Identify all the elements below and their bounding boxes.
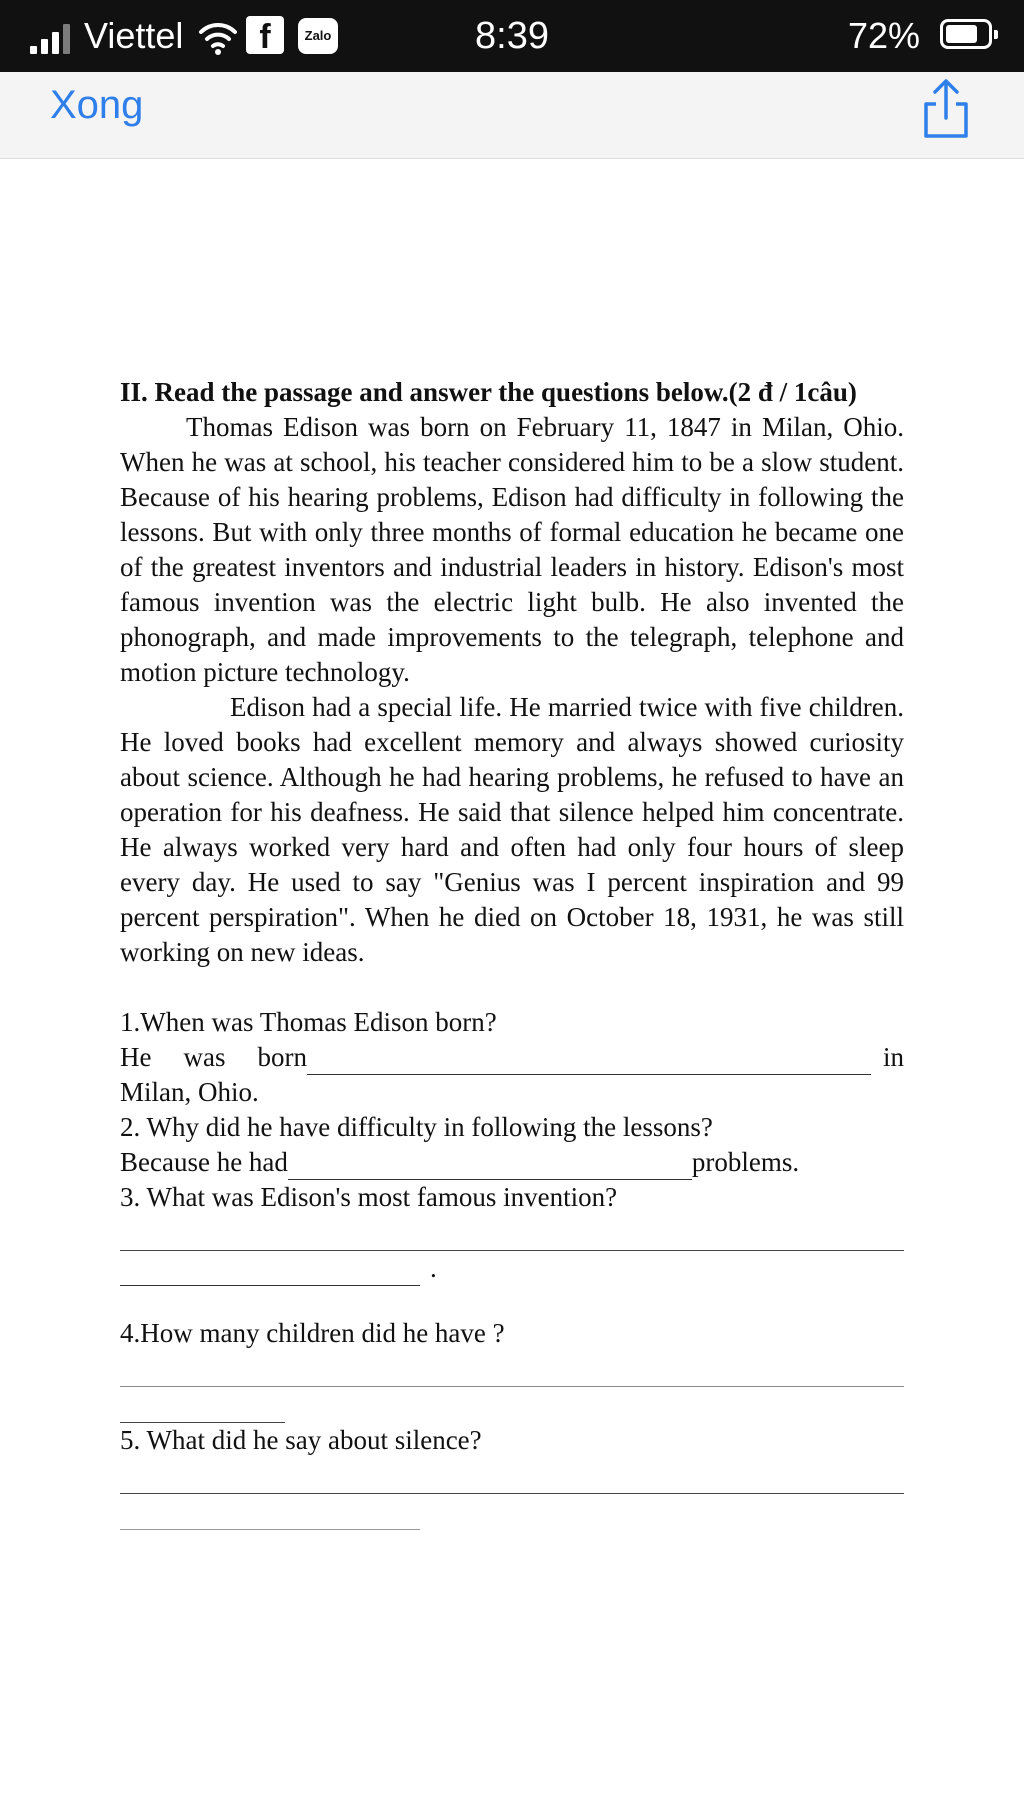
question-4: 4.How many children did he have ? [120,1318,505,1348]
battery-icon [940,19,992,49]
answer-5-line-1[interactable] [120,1458,904,1494]
answer-1-continuation: Milan, Ohio. [120,1077,259,1107]
battery-percent: 72% [848,15,921,56]
share-icon[interactable] [918,76,974,142]
answer-2-blank[interactable] [288,1153,692,1180]
question-1: 1.When was Thomas Edison born? [120,1007,497,1037]
answer-1-word-2: was [183,1042,226,1072]
document-toolbar [0,72,1024,159]
answer-5-line-2[interactable] [120,1494,420,1530]
answer-3-blank[interactable] [120,1252,420,1286]
answer-2-suffix: problems. [691,1147,800,1177]
answer-line-2 [120,1145,904,1180]
answer-4-line-2[interactable] [120,1387,285,1423]
answer-1-blank[interactable] [307,1048,871,1075]
answer-4-line-1[interactable] [120,1351,904,1387]
question-2: 2. Why did he have difficulty in following the lessons? [120,1112,713,1142]
section-heading: II. Read the passage and answer the questions below.(2 đ / 1câu) [120,377,857,407]
done-button[interactable]: Xong [50,83,144,127]
question-3: 3. What was Edison's most famous invention? [120,1182,618,1212]
clock: 8:39 [475,15,549,57]
answer-3-line-1[interactable] [120,1215,904,1251]
answer-2-prefix: Because he had [120,1147,288,1177]
passage-paragraph-1: Thomas Edison was born on February 11, 1847 in Milan, Ohio. When he was at school, his teacher considered him to be a slow student. Because of his hearing problems, Edison had difficulty in following the lessons. But with only three months of formal education he became one of the greatest inventors and industrial leaders in history. Edison's most famous invention was the electric light bulb. He also invented the phonograph, and made improvements to the telegraph, telephone and motion picture technology. [120,412,904,687]
question-5: 5. What did he say about silence? [120,1425,482,1455]
answer-1-word-1: He [120,1042,152,1072]
answer-line-1 [120,1040,904,1075]
document-page [120,375,904,1530]
passage-paragraph-2: Edison had a special life. He married twice with five children. He loved books had excellent memory and always showed curiosity about science. Although he had hearing problems, he refused to have an operation for his deafness. He said that silence helped him concentrate. He always worked very hard and often had only four hours of sleep every day. He used to say "Genius was I percent inspiration and 99 percent perspiration". When he died on October 18, 1931, he was still working on new ideas. [120,692,904,967]
zalo-icon: Zalo [298,18,338,54]
facebook-icon: f [246,16,284,54]
answer-3-period: . [430,1253,437,1283]
answer-1-word-3: born [257,1042,307,1072]
status-bar [0,0,1024,72]
answer-1-suffix: in [882,1042,904,1072]
carrier-name: Viettel [84,15,184,56]
answer-3-line-2 [120,1251,904,1286]
questions-section [120,1005,904,1530]
